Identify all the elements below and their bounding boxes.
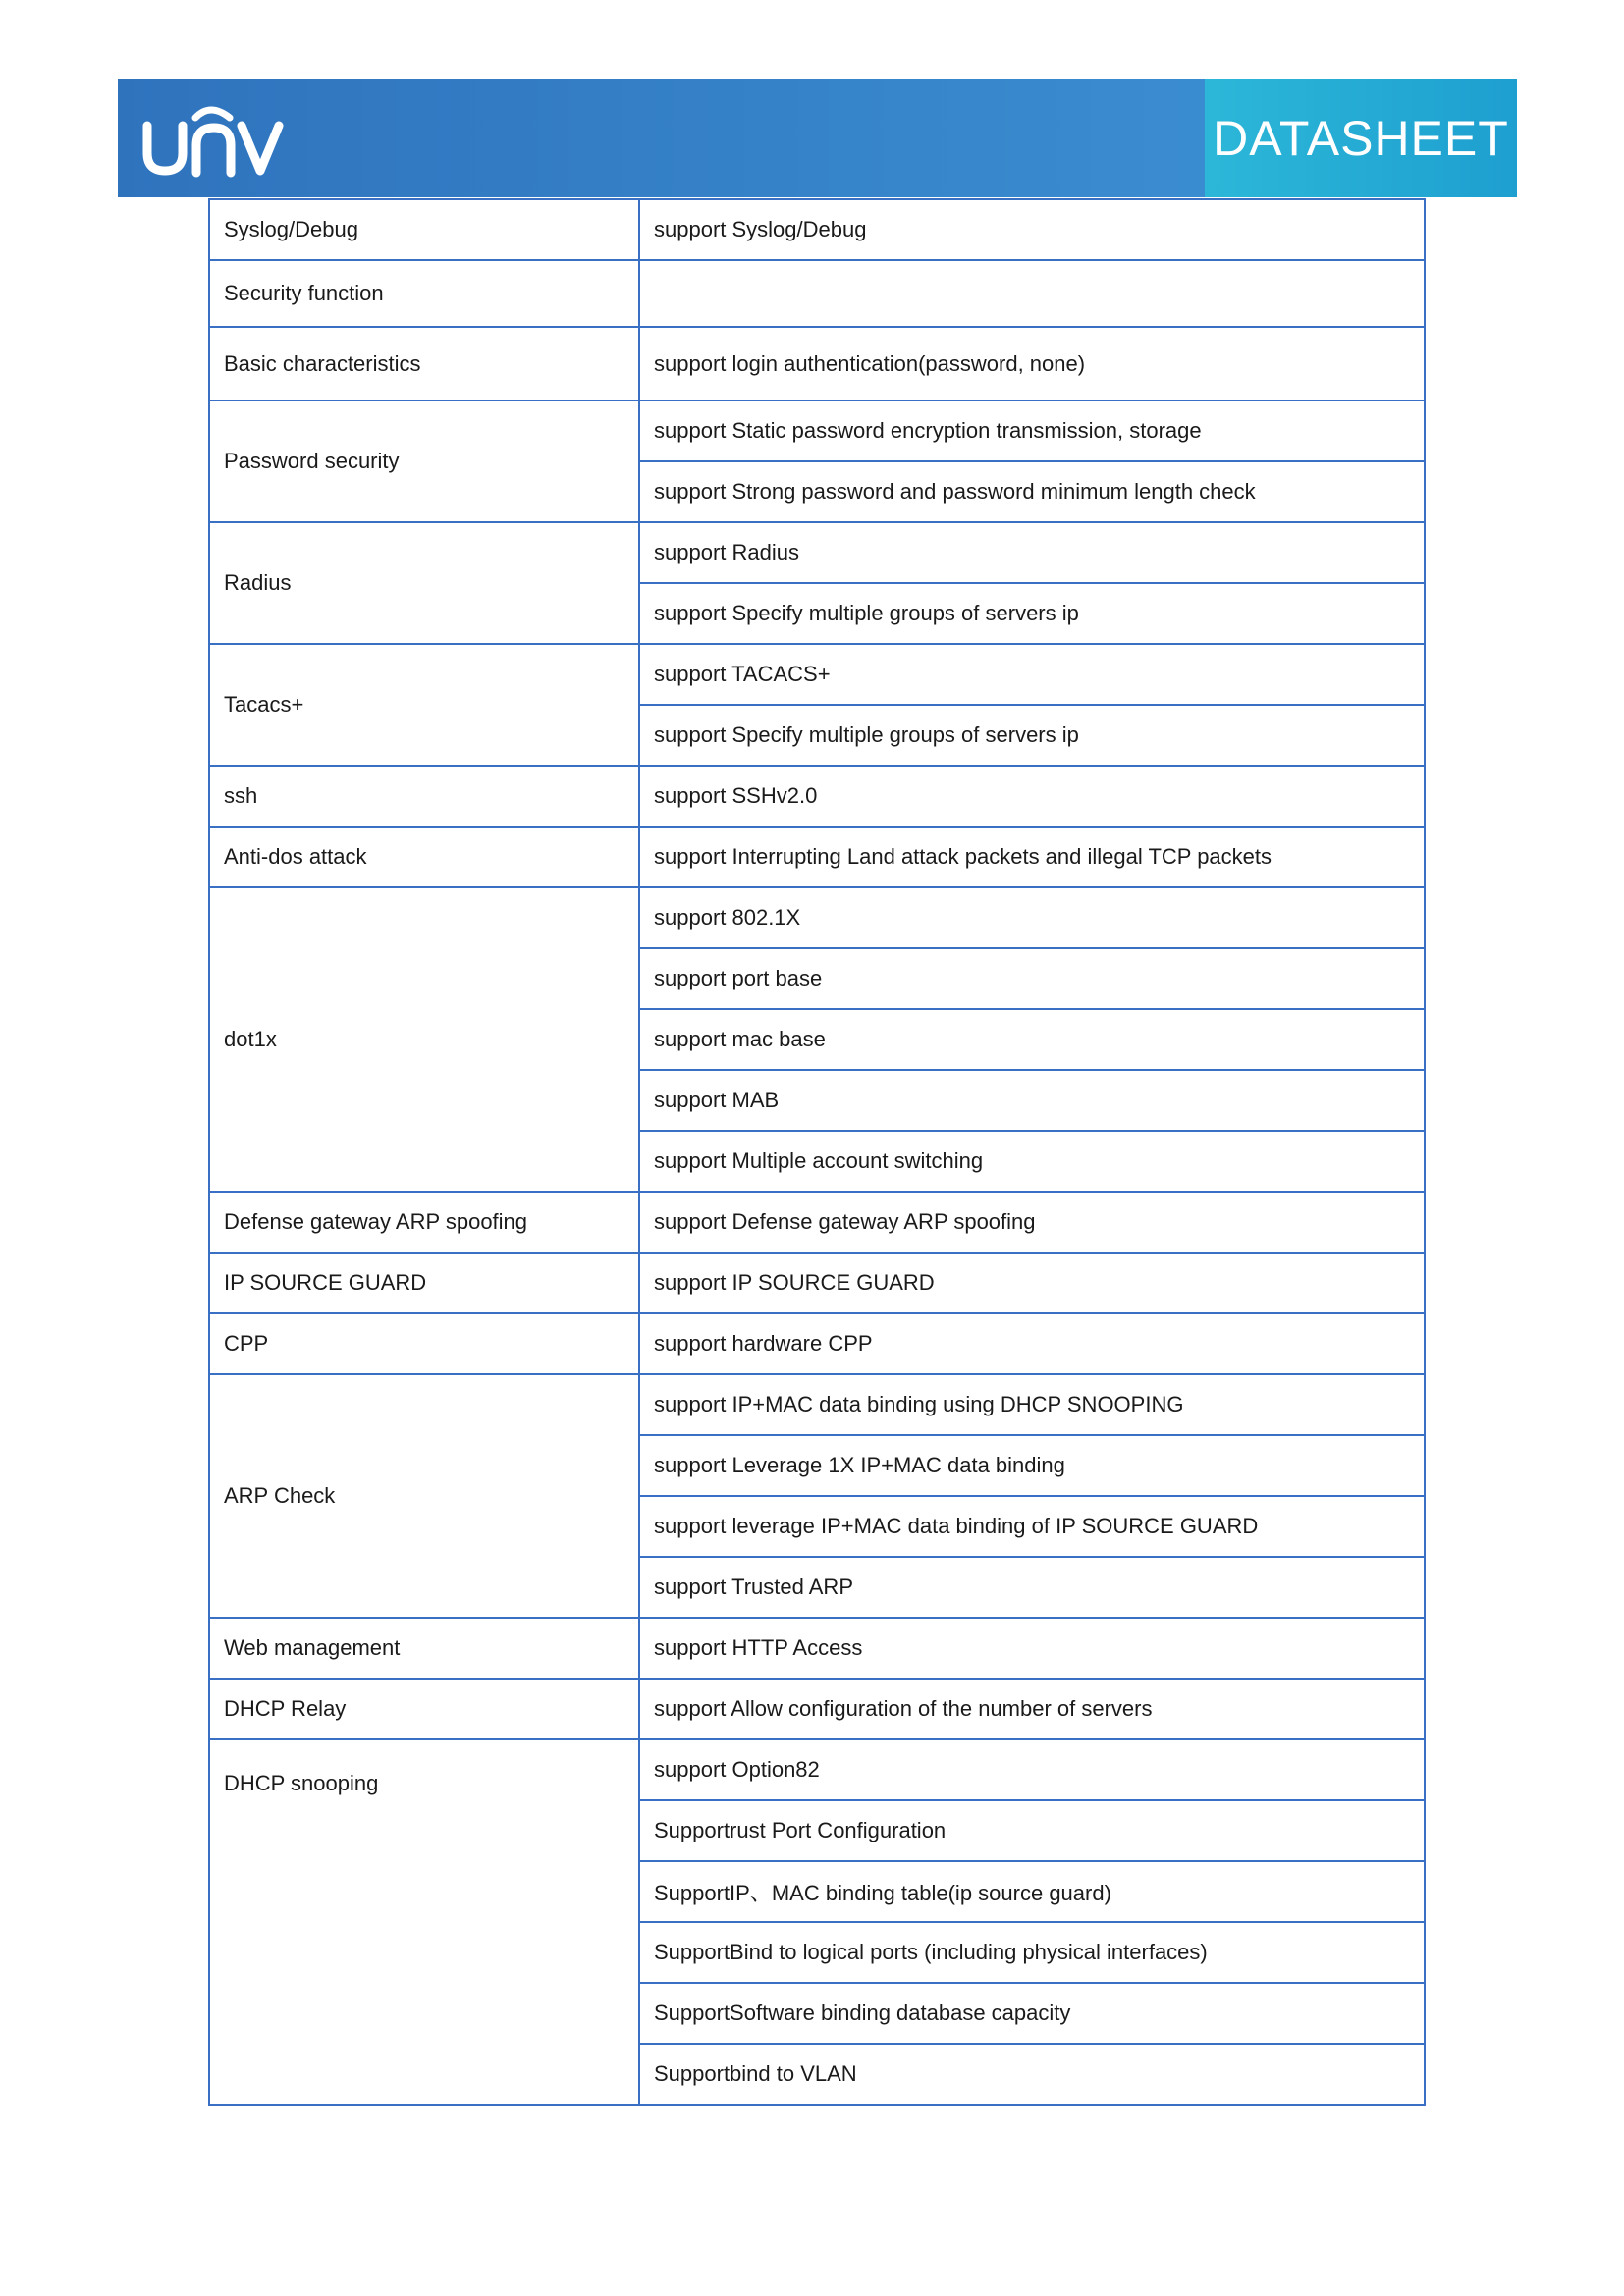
- table-row: [209, 887, 1425, 948]
- value-cell: Supportbind to VLAN: [639, 2044, 1425, 2105]
- value-cell: support Defense gateway ARP spoofing: [639, 1192, 1425, 1253]
- feature-cell: Radius: [209, 522, 639, 644]
- value-cell: support IP SOURCE GUARD: [639, 1253, 1425, 1313]
- datasheet-header: [118, 79, 1517, 197]
- unv-logo: [139, 96, 287, 179]
- table-row: [209, 260, 1425, 327]
- value-cell: support Specify multiple groups of servers ip: [639, 705, 1425, 766]
- value-cell: support port base: [639, 948, 1425, 1009]
- value-cell: support 802.1X: [639, 887, 1425, 948]
- feature-cell: Security function: [209, 260, 639, 327]
- table-row: [209, 1374, 1425, 1435]
- table-row: [209, 1253, 1425, 1313]
- feature-cell: Anti-dos attack: [209, 827, 639, 887]
- value-cell: support Syslog/Debug: [639, 199, 1425, 260]
- feature-cell: Tacacs+: [209, 644, 639, 766]
- value-cell: support Specify multiple groups of servers ip: [639, 583, 1425, 644]
- value-cell: support TACACS+: [639, 644, 1425, 705]
- feature-cell: Syslog/Debug: [209, 199, 639, 260]
- table-row: [209, 522, 1425, 583]
- feature-cell: DHCP snooping: [209, 1739, 639, 2105]
- value-cell: support Trusted ARP: [639, 1557, 1425, 1618]
- value-cell: support Static password encryption transmission, storage: [639, 400, 1425, 461]
- table-row: [209, 1739, 1425, 1800]
- table-row: [209, 766, 1425, 827]
- value-cell: Supportrust Port Configuration: [639, 1800, 1425, 1861]
- feature-cell: IP SOURCE GUARD: [209, 1253, 639, 1313]
- value-cell: support Option82: [639, 1739, 1425, 1800]
- table-row: [209, 1679, 1425, 1739]
- value-cell: SupportBind to logical ports (including physical interfaces): [639, 1922, 1425, 1983]
- value-cell: support Strong password and password minimum length check: [639, 461, 1425, 522]
- table-row: [209, 199, 1425, 260]
- feature-cell: dot1x: [209, 887, 639, 1192]
- value-cell: support Interrupting Land attack packets and illegal TCP packets: [639, 827, 1425, 887]
- feature-cell: ssh: [209, 766, 639, 827]
- value-cell: support Leverage 1X IP+MAC data binding: [639, 1435, 1425, 1496]
- feature-cell: Basic characteristics: [209, 327, 639, 400]
- value-cell: support MAB: [639, 1070, 1425, 1131]
- header-doc-label-box: [1205, 79, 1517, 197]
- value-cell: support hardware CPP: [639, 1313, 1425, 1374]
- feature-cell: CPP: [209, 1313, 639, 1374]
- feature-cell: Password security: [209, 400, 639, 522]
- feature-cell: DHCP Relay: [209, 1679, 639, 1739]
- table-row: [209, 1618, 1425, 1679]
- value-cell: support SSHv2.0: [639, 766, 1425, 827]
- value-cell: support Multiple account switching: [639, 1131, 1425, 1192]
- table-row: [209, 1313, 1425, 1374]
- header-banner: [118, 79, 1205, 197]
- feature-cell: Defense gateway ARP spoofing: [209, 1192, 639, 1253]
- feature-cell: Web management: [209, 1618, 639, 1679]
- feature-cell: ARP Check: [209, 1374, 639, 1618]
- value-cell: support Radius: [639, 522, 1425, 583]
- table-row: [209, 644, 1425, 705]
- table-row: [209, 400, 1425, 461]
- table-row: [209, 1192, 1425, 1253]
- specification-table-body: [209, 199, 1425, 2105]
- value-cell: SupportIP、MAC binding table(ip source guard): [639, 1861, 1425, 1922]
- table-row: [209, 327, 1425, 400]
- document-type-label: DATASHEET: [1213, 110, 1509, 166]
- value-cell: support HTTP Access: [639, 1618, 1425, 1679]
- value-cell: [639, 260, 1425, 327]
- value-cell: SupportSoftware binding database capacity: [639, 1983, 1425, 2044]
- table-row: [209, 827, 1425, 887]
- value-cell: support login authentication(password, none): [639, 327, 1425, 400]
- value-cell: support mac base: [639, 1009, 1425, 1070]
- value-cell: support leverage IP+MAC data binding of IP SOURCE GUARD: [639, 1496, 1425, 1557]
- value-cell: support Allow configuration of the number of servers: [639, 1679, 1425, 1739]
- value-cell: support IP+MAC data binding using DHCP SNOOPING: [639, 1374, 1425, 1435]
- specification-table: [208, 198, 1426, 2106]
